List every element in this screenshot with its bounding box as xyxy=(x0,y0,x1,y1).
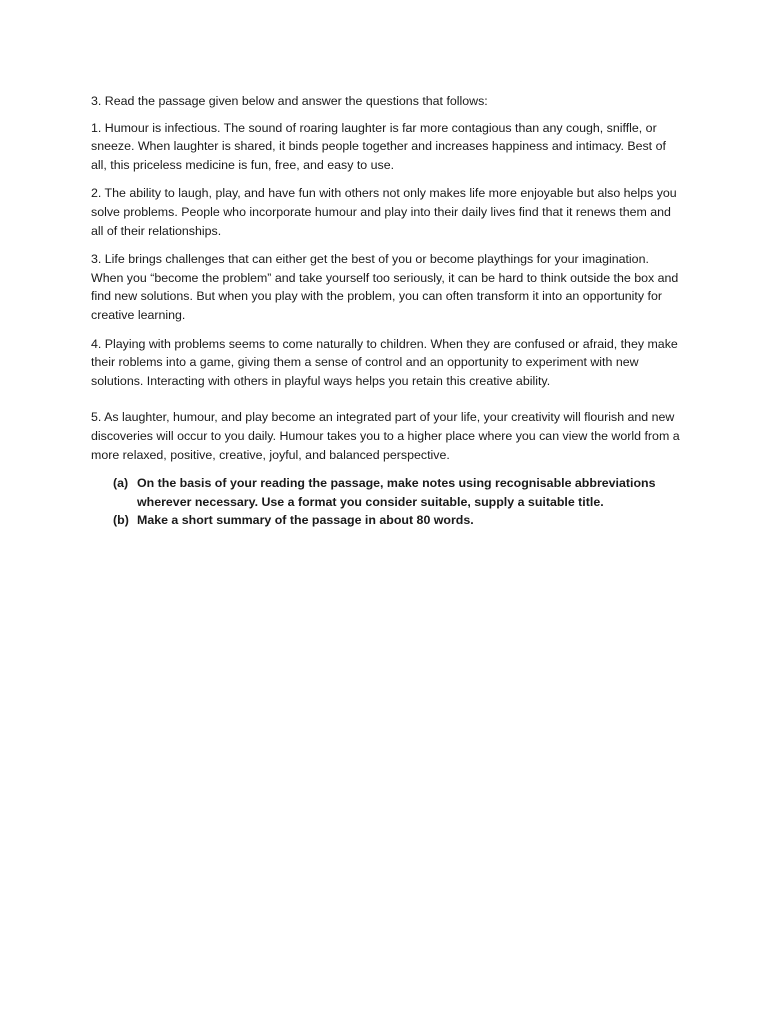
sub-question-label: (a) xyxy=(113,476,129,491)
sub-question-a xyxy=(91,474,681,511)
question-heading: 3. Read the passage given below and answer the questions that follows: xyxy=(91,94,488,108)
sub-question-b xyxy=(91,511,681,530)
sub-question-text: On the basis of your reading the passage, make notes using recognisable abbreviations wherever necessary. Use a format you consider suitable, supply a suitable title. xyxy=(137,476,656,509)
passage-paragraph-5: 5. As laughter, humour, and play become an integrated part of your life, your creativity will flourish and new discoveries will occur to you daily. Humour takes you to a higher place where you can view the world from a more relaxed, positive, creative, joyful, and balanced perspective. xyxy=(91,410,680,462)
sub-question-list xyxy=(91,474,681,530)
sub-question-text: Make a short summary of the passage in about 80 words. xyxy=(137,513,474,528)
passage-paragraph-2: 2. The ability to laugh, play, and have fun with others not only makes life more enjoyable but also helps you solve problems. People who incorporate humour and play into their daily lives find that it renews them and all of their relationships. xyxy=(91,186,677,238)
passage-paragraph-4: 4. Playing with problems seems to come naturally to children. When they are confused or afraid, they make their roblems into a game, giving them a sense of control and an opportunity to experiment with new solutions. Interacting with others in playful ways helps you retain this creative ability. xyxy=(91,336,678,388)
passage-paragraph-3: 3. Life brings challenges that can either get the best of you or become playthings for your imagination. When you “become the problem” and take yourself too seriously, it can be hard to think outside the box and find new solutions. But when you play with the problem, you can often transform it into an opportunity for creative learning. xyxy=(91,252,679,322)
document-page xyxy=(91,92,681,530)
passage-paragraph-1: 1. Humour is infectious. The sound of roaring laughter is far more contagious than any cough, sniffle, or sneeze. When laughter is shared, it binds people together and increases happiness and intimacy. Best of all, this priceless medicine is fun, free, and easy to use. xyxy=(91,120,666,172)
sub-question-label: (b) xyxy=(113,513,129,528)
